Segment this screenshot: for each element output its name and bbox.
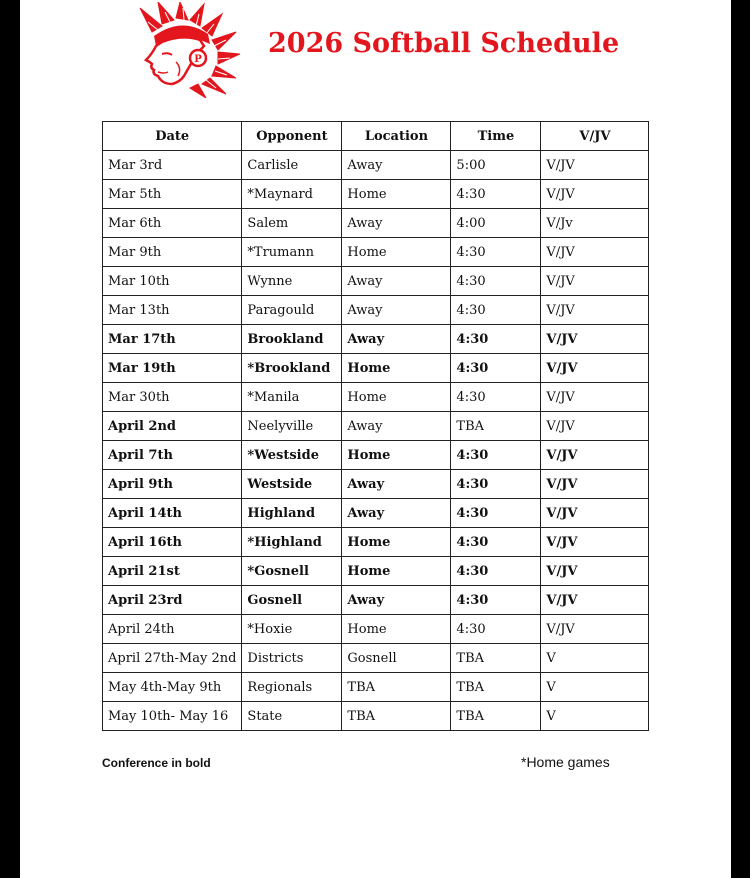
- cell-opponent: Highland: [242, 499, 342, 528]
- cell-opponent: *Brookland: [242, 354, 342, 383]
- cell-location: Away: [342, 586, 451, 615]
- cell-location: Home: [342, 180, 451, 209]
- cell-date: Mar 19th: [103, 354, 242, 383]
- header-time: Time: [451, 122, 541, 151]
- cell-time: 4:30: [451, 180, 541, 209]
- cell-date: April 23rd: [103, 586, 242, 615]
- header-location: Location: [342, 122, 451, 151]
- cell-date: April 24th: [103, 615, 242, 644]
- table-row: [103, 528, 649, 557]
- table-row: [103, 615, 649, 644]
- cell-time: TBA: [451, 702, 541, 731]
- header-level: V/JV: [541, 122, 649, 151]
- table-row: [103, 238, 649, 267]
- schedule-table: [102, 121, 649, 731]
- table-row: [103, 557, 649, 586]
- schedule-page: [20, 0, 731, 878]
- cell-opponent: Westside: [242, 470, 342, 499]
- cell-location: Away: [342, 209, 451, 238]
- cell-date: Mar 3rd: [103, 151, 242, 180]
- cell-opponent: *Trumann: [242, 238, 342, 267]
- cell-location: Home: [342, 615, 451, 644]
- cell-date: Mar 6th: [103, 209, 242, 238]
- cell-date: Mar 30th: [103, 383, 242, 412]
- cell-level: V/JV: [541, 586, 649, 615]
- cell-level: V/Jv: [541, 209, 649, 238]
- cell-level: V: [541, 644, 649, 673]
- cell-time: TBA: [451, 412, 541, 441]
- table-row: [103, 354, 649, 383]
- cell-time: 4:30: [451, 470, 541, 499]
- table-row: [103, 702, 649, 731]
- cell-level: V: [541, 673, 649, 702]
- cell-location: Home: [342, 557, 451, 586]
- table-row: [103, 499, 649, 528]
- conference-note: Conference in bold: [102, 756, 211, 770]
- cell-location: TBA: [342, 702, 451, 731]
- cell-opponent: *Highland: [242, 528, 342, 557]
- cell-level: V/JV: [541, 557, 649, 586]
- page-title: 2026 Softball Schedule: [268, 28, 620, 59]
- table-row: [103, 383, 649, 412]
- cell-location: Away: [342, 296, 451, 325]
- cell-opponent: Wynne: [242, 267, 342, 296]
- cell-time: 4:30: [451, 615, 541, 644]
- cell-opponent: Regionals: [242, 673, 342, 702]
- home-games-note: *Home games: [521, 754, 610, 770]
- cell-level: V: [541, 702, 649, 731]
- cell-time: 4:30: [451, 238, 541, 267]
- cell-level: V/JV: [541, 499, 649, 528]
- cell-time: 4:30: [451, 325, 541, 354]
- cell-date: May 4th-May 9th: [103, 673, 242, 702]
- cell-opponent: *Gosnell: [242, 557, 342, 586]
- table-row: [103, 325, 649, 354]
- header-date: Date: [103, 122, 242, 151]
- cell-time: TBA: [451, 673, 541, 702]
- cell-location: Away: [342, 499, 451, 528]
- cell-location: Away: [342, 267, 451, 296]
- indian-headdress-logo-icon: [132, 2, 240, 98]
- cell-time: 4:30: [451, 383, 541, 412]
- cell-date: Mar 9th: [103, 238, 242, 267]
- cell-date: April 16th: [103, 528, 242, 557]
- cell-opponent: *Manila: [242, 383, 342, 412]
- cell-time: 5:00: [451, 151, 541, 180]
- cell-opponent: Districts: [242, 644, 342, 673]
- cell-level: V/JV: [541, 354, 649, 383]
- cell-time: 4:30: [451, 441, 541, 470]
- cell-time: 4:30: [451, 557, 541, 586]
- cell-date: April 14th: [103, 499, 242, 528]
- cell-level: V/JV: [541, 325, 649, 354]
- cell-location: TBA: [342, 673, 451, 702]
- cell-level: V/JV: [541, 412, 649, 441]
- cell-location: Gosnell: [342, 644, 451, 673]
- cell-opponent: Gosnell: [242, 586, 342, 615]
- cell-time: 4:30: [451, 499, 541, 528]
- cell-opponent: *Hoxie: [242, 615, 342, 644]
- table-row: [103, 267, 649, 296]
- schedule-body: [103, 151, 649, 731]
- table-row: [103, 412, 649, 441]
- cell-date: Mar 17th: [103, 325, 242, 354]
- cell-level: V/JV: [541, 151, 649, 180]
- cell-level: V/JV: [541, 528, 649, 557]
- cell-date: April 21st: [103, 557, 242, 586]
- cell-location: Home: [342, 441, 451, 470]
- cell-date: Mar 5th: [103, 180, 242, 209]
- table-row: [103, 180, 649, 209]
- cell-date: April 7th: [103, 441, 242, 470]
- cell-location: Home: [342, 238, 451, 267]
- cell-opponent: Salem: [242, 209, 342, 238]
- cell-opponent: Carlisle: [242, 151, 342, 180]
- cell-location: Home: [342, 354, 451, 383]
- cell-time: 4:30: [451, 354, 541, 383]
- cell-location: Away: [342, 325, 451, 354]
- cell-date: April 9th: [103, 470, 242, 499]
- cell-level: V/JV: [541, 180, 649, 209]
- cell-level: V/JV: [541, 267, 649, 296]
- cell-opponent: Neelyville: [242, 412, 342, 441]
- table-row: [103, 441, 649, 470]
- cell-level: V/JV: [541, 470, 649, 499]
- cell-level: V/JV: [541, 441, 649, 470]
- cell-date: May 10th- May 16: [103, 702, 242, 731]
- cell-location: Home: [342, 528, 451, 557]
- cell-location: Away: [342, 412, 451, 441]
- cell-level: V/JV: [541, 238, 649, 267]
- cell-time: 4:00: [451, 209, 541, 238]
- table-row: [103, 673, 649, 702]
- cell-time: 4:30: [451, 267, 541, 296]
- table-row: [103, 586, 649, 615]
- table-row: [103, 209, 649, 238]
- cell-location: Away: [342, 470, 451, 499]
- cell-time: 4:30: [451, 528, 541, 557]
- cell-date: April 27th-May 2nd: [103, 644, 242, 673]
- cell-opponent: *Westside: [242, 441, 342, 470]
- cell-time: 4:30: [451, 586, 541, 615]
- cell-location: Home: [342, 383, 451, 412]
- cell-opponent: State: [242, 702, 342, 731]
- table-header-row: [103, 122, 649, 151]
- cell-date: Mar 13th: [103, 296, 242, 325]
- cell-time: TBA: [451, 644, 541, 673]
- cell-time: 4:30: [451, 296, 541, 325]
- cell-date: April 2nd: [103, 412, 242, 441]
- cell-opponent: Paragould: [242, 296, 342, 325]
- cell-level: V/JV: [541, 383, 649, 412]
- header-opponent: Opponent: [242, 122, 342, 151]
- cell-date: Mar 10th: [103, 267, 242, 296]
- logo-letter: P: [194, 54, 202, 65]
- cell-level: V/JV: [541, 615, 649, 644]
- table-row: [103, 470, 649, 499]
- cell-opponent: *Maynard: [242, 180, 342, 209]
- table-row: [103, 296, 649, 325]
- table-row: [103, 151, 649, 180]
- table-row: [103, 644, 649, 673]
- cell-level: V/JV: [541, 296, 649, 325]
- cell-opponent: Brookland: [242, 325, 342, 354]
- cell-location: Away: [342, 151, 451, 180]
